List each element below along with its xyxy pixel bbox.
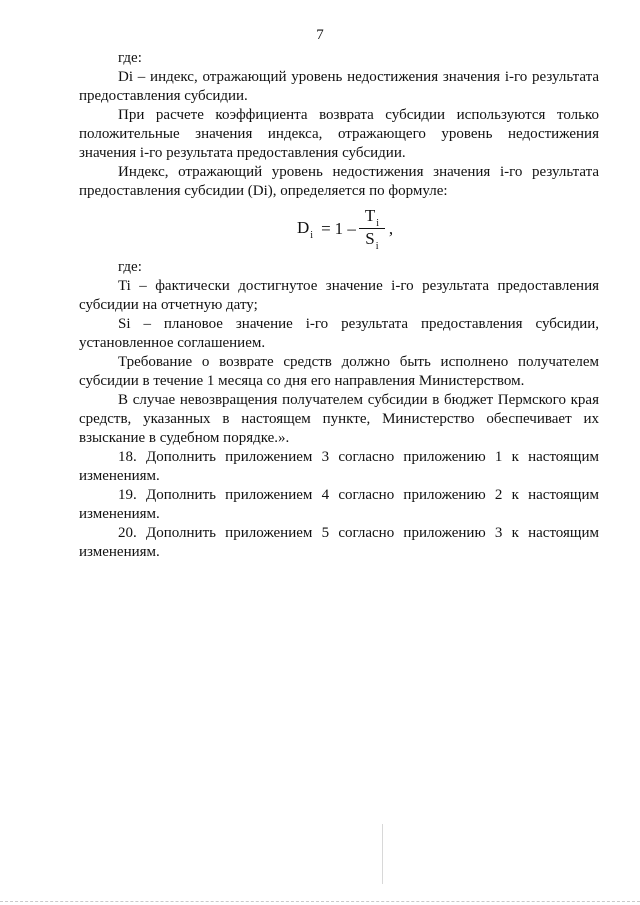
formula-lhs-symbol: D — [297, 217, 310, 237]
item-19: 19. Дополнить приложением 4 согласно приложению 2 к настоящим изменениям. — [79, 487, 599, 522]
paragraph-where-2: где: — [118, 259, 142, 275]
formula-lhs — [297, 218, 313, 240]
paragraph-return-requirement: Требование о возврате средств должно быть исполнено получателем субсидии в течение 1 месяца со дня его направления Министерством. — [79, 354, 599, 389]
paragraph-non-return: В случае невозвращения получателем субсидии в бюджет Пермского края средств, указанных в настоящем пункте, Министерство обеспечивает их взыскание в судебном порядке.». — [79, 392, 599, 446]
formula-one-minus: 1 – — [334, 219, 356, 238]
page-number: 7 — [316, 27, 324, 43]
paragraph-positive-values: При расчете коэффициента возврата субсидии используются только положительные значения индекса, отражающего уровень недостижения значения i-го результата предоставления субсидии. — [79, 107, 599, 161]
formula-numerator-symbol: T — [364, 206, 376, 225]
paragraph-di-definition: Di – индекс, отражающий уровень недостижения значения i-го результата предоставления субсидии. — [79, 69, 599, 104]
formula-denominator-subscript: i — [375, 241, 379, 252]
item-20: 20. Дополнить приложением 5 согласно приложению 3 к настоящим изменениям. — [79, 525, 599, 560]
formula — [79, 202, 599, 252]
scan-bottom-edge — [0, 901, 640, 902]
formula-numerator-subscript: i — [376, 218, 379, 229]
scan-artifact-line — [382, 824, 383, 884]
formula-comma: , — [388, 219, 394, 238]
formula-fraction — [359, 206, 385, 251]
formula-equals: = — [321, 219, 331, 238]
paragraph-si-definition: Si – плановое значение i-го результата предоставления субсидии, установленное соглашением. — [79, 316, 599, 351]
paragraph-index-formula-intro: Индекс, отражающий уровень недостижения значения i-го результата предоставления субсидии (Di), определяется по формуле: — [79, 164, 599, 199]
formula-denominator — [363, 229, 380, 251]
paragraph-ti-definition: Ti – фактически достигнутое значение i-го результата предоставления субсидии на отчетную дату; — [79, 278, 599, 313]
formula-numerator — [363, 206, 381, 228]
formula-denominator-symbol: S — [365, 229, 375, 248]
item-18: 18. Дополнить приложением 3 согласно приложению 1 к настоящим изменениям. — [79, 449, 599, 484]
formula-expression — [297, 206, 393, 251]
formula-lhs-subscript: i — [310, 229, 314, 241]
paragraph-where-1: где: — [118, 50, 142, 66]
document-body — [79, 49, 599, 562]
